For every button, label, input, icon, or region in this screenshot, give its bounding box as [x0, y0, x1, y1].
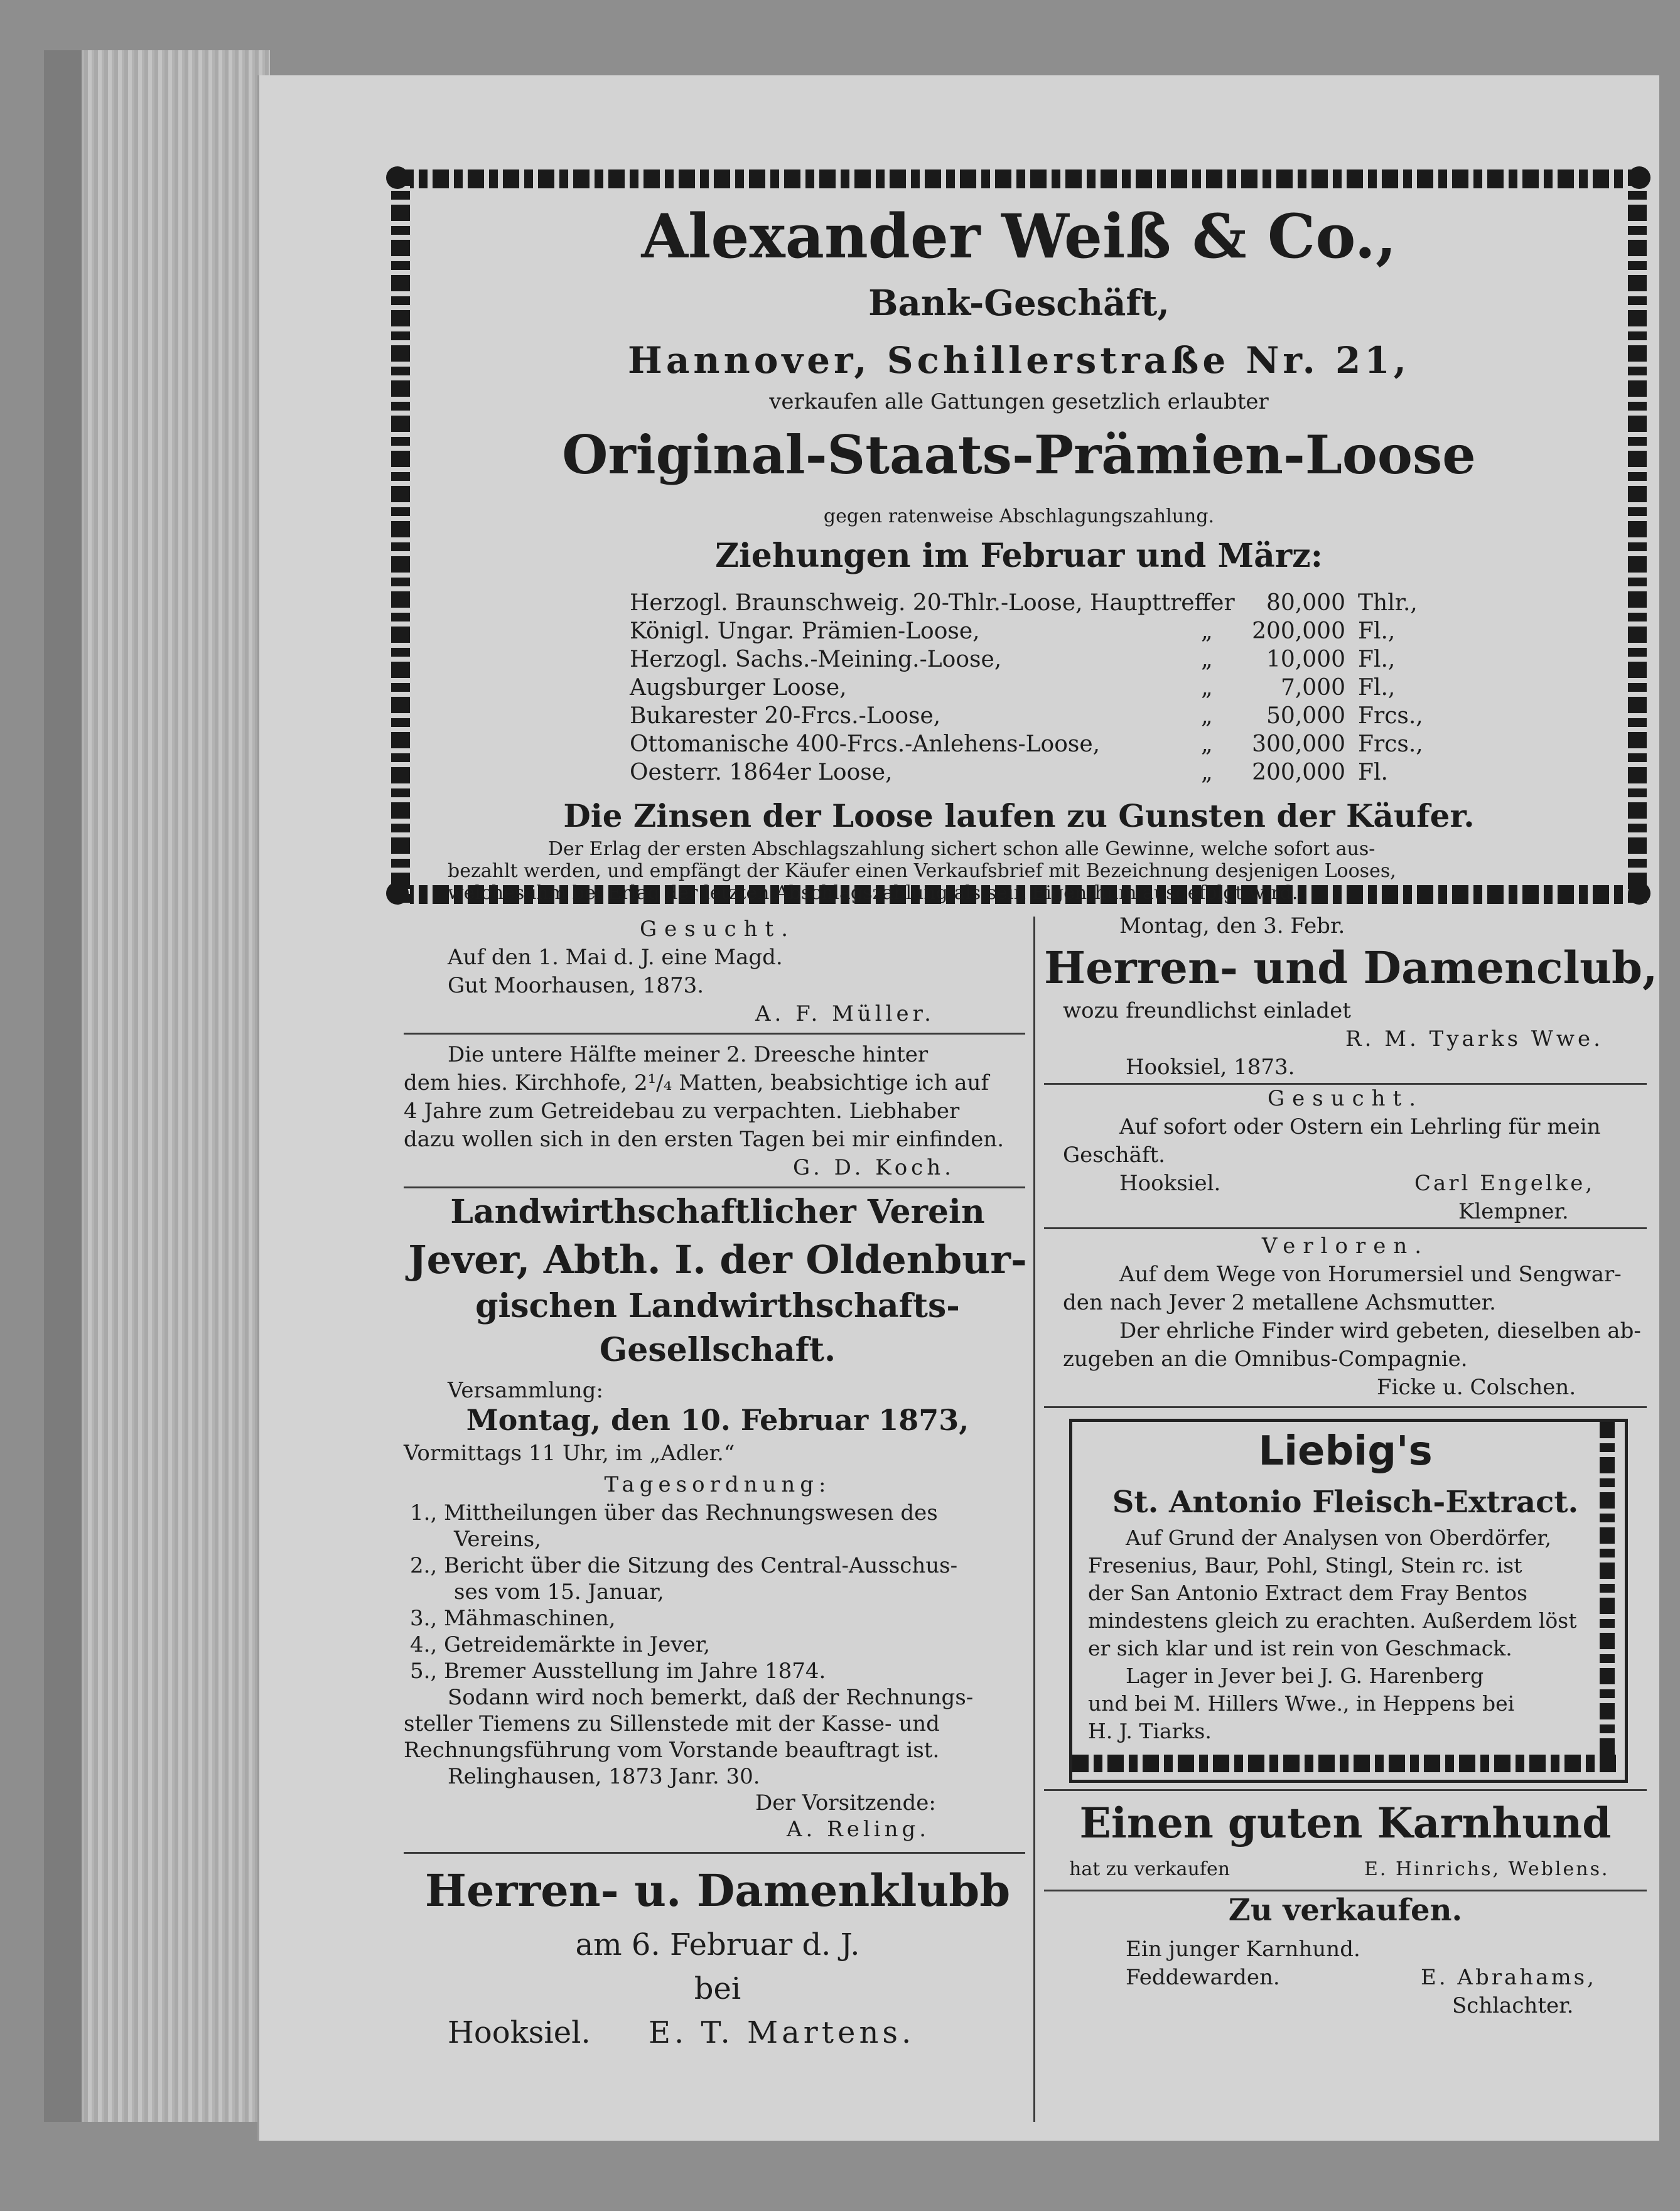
lottery-row: Herzogl. Braunschweig. 20-Thlr.-Loose, Haupttreffer 80,000 Thlr., — [630, 590, 1418, 616]
firm-name: Alexander Weiß & Co., — [641, 201, 1397, 272]
lottery-row: Ottomanische 400-Frcs.-Anlehens-Loose, „ 300,000 Frcs., — [630, 731, 1423, 757]
ad-signature: R. M. Tyarks Wwe. — [1345, 1026, 1603, 1052]
ad-separator — [404, 1186, 1025, 1188]
interest-note: Die Zinsen der Loose laufen zu Gunsten der Käufer. — [563, 797, 1475, 834]
terms-line: Der Erlag der ersten Abschlagszahlung sichert schon alle Gewinne, welche sofort aus- — [548, 838, 1376, 860]
agenda-item: 2., Bericht über die Sitzung des Central-Ausschus- — [410, 1553, 958, 1578]
ad-heading: Zu verkaufen. — [1228, 1893, 1463, 1928]
agenda-item: 1., Mittheilungen über das Rechnungswesen des — [410, 1500, 938, 1525]
ad-text: zugeben an die Omnibus-Compagnie. — [1063, 1347, 1468, 1372]
lottery-row: Herzogl. Sachs.-Meining.-Loose, „ 10,000 Fl., — [630, 647, 1396, 672]
ad-separator — [404, 1033, 1025, 1035]
club-place: Hooksiel. — [448, 2015, 591, 2050]
ad-text: Die untere Hälfte meiner 2. Dreesche hinter — [448, 1042, 929, 1067]
ad-text: Gut Moorhausen, 1873. — [448, 973, 704, 998]
lottery-row: Bukarester 20-Frcs.-Loose, „ 50,000 Frcs., — [630, 703, 1423, 729]
association-heading: Gesellschaft. — [599, 1331, 836, 1369]
ad-place: Feddewarden. — [1126, 1965, 1280, 1990]
ad-separator — [1044, 1083, 1647, 1085]
ad-text: mindestens gleich zu erachten. Außerdem löst — [1088, 1608, 1577, 1633]
firm-address: Hannover, Schillerstraße Nr. 21, — [628, 339, 1410, 382]
ad-text: Der ehrliche Finder wird gebeten, dieselben ab- — [1119, 1318, 1641, 1343]
business-type: Bank-Geschäft, — [868, 282, 1170, 324]
ad-text: der San Antonio Extract dem Fray Bentos — [1088, 1581, 1527, 1605]
association-heading: Jever, Abth. I. der Oldenbur- — [408, 1237, 1027, 1283]
ad-text: Ein junger Karnhund. — [1126, 1937, 1360, 1962]
liebig-brand: Liebig's — [1258, 1428, 1433, 1475]
ad-heading: Gesucht. — [1267, 1086, 1424, 1111]
ad-text: Fresenius, Baur, Pohl, Stingl, Stein rc. ist — [1088, 1553, 1522, 1578]
ad-signature: A. Reling. — [787, 1817, 930, 1842]
club-at: bei — [694, 1971, 741, 2006]
club-date: am 6. Februar d. J. — [575, 1927, 860, 1962]
ad-corner-ornament — [386, 166, 409, 189]
sells-line: verkaufen alle Gattungen gesetzlich erlaubter — [769, 389, 1269, 414]
club-date: Montag, den 3. Febr. — [1119, 913, 1345, 939]
meeting-time: Vormittags 11 Uhr, im „Adler.“ — [404, 1441, 735, 1466]
ad-text: dazu wollen sich in den ersten Tagen bei mir einfinden. — [404, 1127, 1004, 1152]
ad-text: Sodann wird noch bemerkt, daß der Rechnungs- — [448, 1685, 974, 1710]
ad-text: Auf dem Wege von Horumersiel und Sengwar- — [1119, 1262, 1622, 1287]
payment-terms: gegen ratenweise Abschlagungszahlung. — [823, 505, 1215, 527]
ad-text: dem hies. Kirchhofe, 2¹/₄ Matten, beabsichtige ich auf — [404, 1070, 989, 1095]
ad-separator — [1044, 1890, 1647, 1891]
ad-separator — [1044, 1227, 1647, 1229]
ad-text: Auf sofort oder Ostern ein Lehrling für mein — [1119, 1114, 1601, 1139]
ad-heading: Gesucht. — [639, 917, 796, 942]
ad-text: Auf den 1. Mai d. J. eine Magd. — [448, 945, 783, 970]
ad-text: Relinghausen, 1873 Janr. 30. — [448, 1764, 760, 1789]
ad-text: und bei M. Hillers Wwe., in Heppens bei — [1088, 1691, 1515, 1716]
product-heading: Original-Staats-Prämien-Loose — [562, 424, 1476, 486]
ad-text: er sich klar und ist rein von Geschmack. — [1088, 1636, 1512, 1660]
book-cover — [44, 50, 82, 2122]
ad-text: den nach Jever 2 metallene Achsmutter. — [1063, 1290, 1496, 1315]
association-heading: Landwirthschaftlicher Verein — [450, 1193, 985, 1231]
dog-sale-heading: Einen guten Karnhund — [1079, 1799, 1612, 1848]
ad-corner-ornament — [1628, 166, 1650, 189]
column-divider — [1033, 917, 1035, 2122]
ad-separator — [1044, 1789, 1647, 1791]
club-heading: Herren- u. Damenklubb — [424, 1864, 1011, 1917]
ad-place: Hooksiel. — [1119, 1171, 1221, 1196]
ad-text: Lager in Jever bei J. G. Harenberg — [1126, 1664, 1484, 1688]
meeting-date: Montag, den 10. Februar 1873, — [466, 1403, 969, 1437]
ad-border-top — [397, 169, 1640, 188]
ad-text: Rechnungsführung vom Vorstande beauftragt ist. — [404, 1738, 940, 1763]
ad-signature: Carl Engelke, — [1414, 1171, 1595, 1196]
agenda-item: Vereins, — [454, 1527, 541, 1552]
ad-signature: A. F. Müller. — [755, 1001, 935, 1026]
ad-signature: G. D. Koch. — [793, 1155, 955, 1180]
ad-separator — [1044, 1406, 1647, 1408]
ad-text: Auf Grund der Analysen von Oberdörfer, — [1126, 1525, 1552, 1550]
lottery-table — [630, 590, 1571, 788]
agenda-item: 3., Mähmaschinen, — [410, 1606, 616, 1631]
ad-signature: E. Hinrichs, Weblens. — [1364, 1858, 1610, 1880]
club-host: E. T. Martens. — [649, 2015, 915, 2050]
ad-signature: Ficke u. Colschen. — [1377, 1375, 1576, 1400]
ad-text: steller Tiemens zu Sillenstede mit der Kasse- und — [404, 1711, 940, 1736]
ad-corner-ornament — [386, 882, 409, 905]
chair-label: Der Vorsitzende: — [755, 1790, 936, 1816]
agenda-item: 5., Bremer Ausstellung im Jahre 1874. — [410, 1659, 826, 1684]
draw-schedule: Ziehungen im Februar und März: — [715, 537, 1323, 575]
ad-border-bottom — [1072, 1755, 1618, 1772]
ad-text: 4 Jahre zum Getreidebau zu verpachten. Liebhaber — [404, 1099, 960, 1124]
ad-text: H. J. Tiarks. — [1088, 1719, 1212, 1743]
ad-border-left — [391, 169, 410, 904]
ad-border-right — [1628, 169, 1647, 904]
ad-corner-ornament — [1628, 882, 1650, 905]
ad-signature: E. Abrahams, — [1421, 1965, 1597, 1990]
ad-text: Geschäft. — [1063, 1143, 1165, 1168]
ad-text: wozu freundlichst einladet — [1063, 998, 1351, 1023]
lottery-row: Oesterr. 1864er Loose, „ 200,000 Fl. — [630, 760, 1388, 785]
meeting-label: Versammlung: — [448, 1378, 603, 1403]
agenda-item: ses vom 15. Januar, — [454, 1579, 664, 1605]
ad-separator — [404, 1852, 1025, 1854]
ad-place: Hooksiel, 1873. — [1126, 1055, 1295, 1080]
lottery-row: Augsburger Loose, „ 7,000 Fl., — [630, 675, 1396, 701]
terms-line: welches ihm bei Erlag der letzten Abschlagszahlung als sein Eigenthum ausgefolgt wird. — [448, 882, 1298, 904]
newspaper-page — [257, 75, 1659, 2141]
association-heading: gischen Landwirthschafts- — [475, 1287, 960, 1325]
lottery-row: Königl. Ungar. Prämien-Loose, „ 200,000 Fl., — [630, 618, 1396, 644]
terms-line: bezahlt werden, und empfängt der Käufer einen Verkaufsbrief mit Bezeichnung desjenigen Looses, — [448, 860, 1396, 882]
ad-border-right — [1600, 1422, 1615, 1773]
ad-trade: Schlachter. — [1452, 1993, 1574, 2018]
ad-text: hat zu verkaufen — [1069, 1858, 1230, 1880]
agenda-item: 4., Getreidemärkte in Jever, — [410, 1632, 711, 1657]
agenda-heading: Tagesordnung: — [604, 1472, 831, 1497]
club-heading: Herren- und Damenclub, — [1044, 942, 1658, 994]
liebig-title: St. Antonio Fleisch-Extract. — [1112, 1485, 1579, 1520]
ad-trade: Klempner. — [1458, 1199, 1569, 1224]
ad-heading: Verloren. — [1261, 1234, 1430, 1259]
